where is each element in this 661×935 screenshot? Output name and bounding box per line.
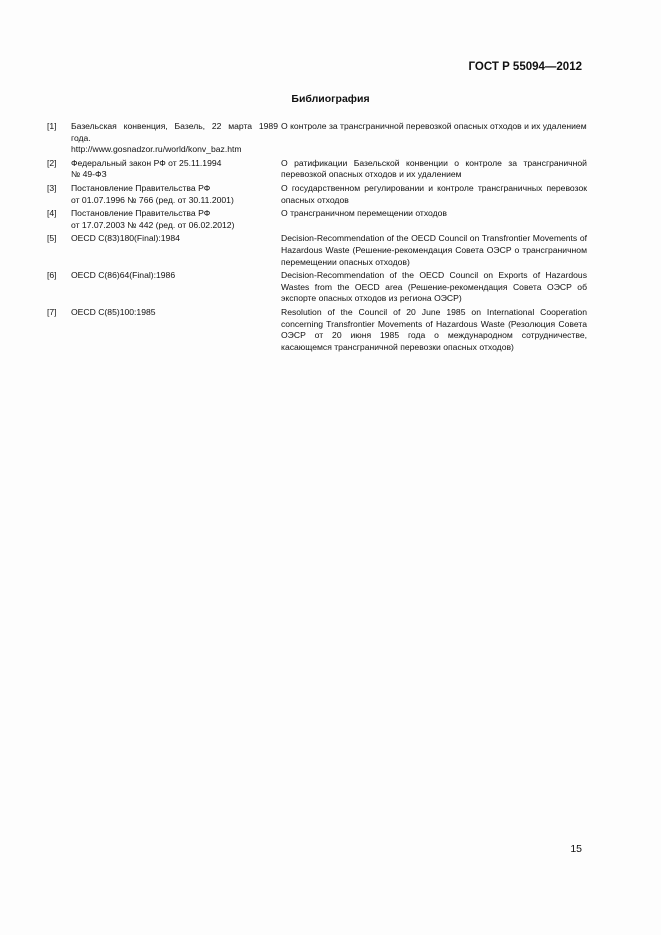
entry-source: Федеральный закон РФ от 25.11.1994 № 49-ФЗ	[71, 157, 222, 180]
bibliography-entry	[47, 233, 585, 268]
page-number: 15	[570, 843, 582, 855]
bibliography-list	[47, 121, 585, 355]
entry-title: Decision-Recommendation of the OECD Council on Transfrontier Movements of Hazardous Waste (Решение-рекомендация Совета ОЭСР о трансграничном перемещении опасных отходов)	[281, 233, 587, 267]
bibliography-entry	[47, 158, 585, 181]
entry-title: Resolution of the Council of 20 June 1985 on International Cooperation concerning Transfrontier Movements of Hazardous Waste (Резолюция Совета ОЭСР от 20 июня 1985 года о международном сотрудничестве, касающемся трансграничной перевозки опасных отходов)	[281, 306, 587, 352]
bibliography-entry	[47, 183, 585, 206]
entry-title: О трансграничном перемещении отходов	[281, 208, 447, 219]
bibliography-entry	[47, 270, 585, 305]
entry-title: Decision-Recommendation of the OECD Council on Exports of Hazardous Wastes from the OECD area (Решение-рекомендация Совета ОЭСР об экспорте опасных отходов из региона ОЭСР)	[281, 270, 587, 304]
bibliography-entry	[47, 121, 585, 156]
entry-number: [1]	[47, 121, 57, 131]
entry-number: [6]	[47, 270, 57, 281]
bibliography-entry	[47, 208, 585, 231]
section-title: Библиография	[291, 93, 370, 105]
entry-source: Базельская конвенция, Базель, 22 марта 1989 года. http://www.gosnadzor.ru/world/konv_baz.htm	[71, 121, 278, 155]
entry-number: [2]	[47, 157, 57, 168]
entry-number: [3]	[47, 182, 57, 193]
entry-title: О государственном регулировании и контроле трансграничных перевозок опасных отходов	[281, 182, 587, 205]
entry-number: [5]	[47, 233, 57, 244]
entry-source: OECD C(85)100:1985	[71, 306, 156, 317]
entry-source: OECD C(86)64(Final):1986	[71, 270, 176, 281]
entry-source: Постановление Правительства РФ от 17.07.2003 № 442 (ред. от 06.02.2012)	[71, 208, 235, 230]
entry-number: [4]	[47, 208, 57, 219]
bibliography-entry	[47, 307, 585, 353]
entry-source: Постановление Правительства РФ от 01.07.1996 № 766 (ред. от 30.11.2001)	[71, 182, 234, 205]
entry-title: О ратификации Базельской конвенции о контроле за трансграничной перевозкой опасных отходов и их удалением	[281, 157, 587, 180]
entry-source: OECD C(83)180(Final):1984	[71, 233, 180, 244]
entry-title: О контроле за трансграничной перевозкой опасных отходов и их удалением	[281, 121, 587, 131]
entry-number: [7]	[47, 306, 57, 317]
document-code: ГОСТ Р 55094—2012	[468, 61, 582, 73]
